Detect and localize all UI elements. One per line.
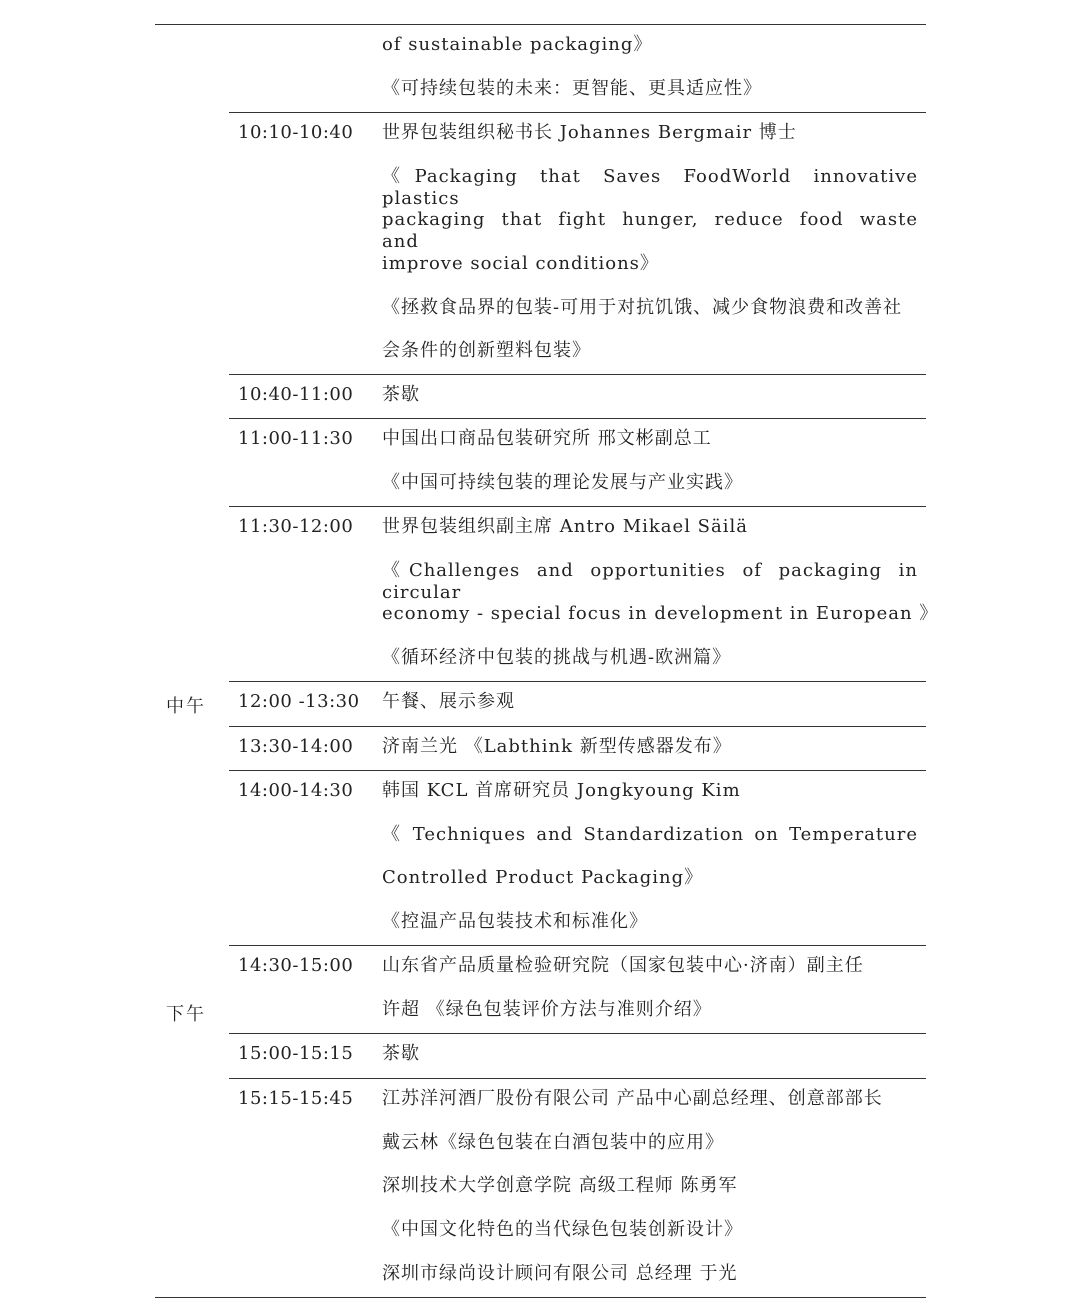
row-divider: [229, 418, 926, 419]
period-label-noon: 中午: [166, 696, 206, 717]
time-slot: 10:10-10:40: [238, 122, 354, 143]
time-slot: 11:00-11:30: [238, 428, 354, 449]
row-content: [382, 1088, 918, 1306]
row-content: [382, 34, 918, 121]
content-line: 深圳技术大学创意学院 高级工程师 陈勇军: [382, 1175, 738, 1197]
time-slot: 10:40-11:00: [238, 384, 354, 405]
time-slot: 14:30-15:00: [238, 955, 354, 976]
row-divider: [229, 506, 926, 507]
content-line: 戴云林《绿色包装在白酒包装中的应用》: [382, 1131, 724, 1153]
time-slot: 15:00-15:15: [238, 1043, 354, 1064]
content-line: 许超 《绿色包装评价方法与准则介绍》: [382, 998, 712, 1020]
time-slot: 11:30-12:00: [238, 516, 354, 537]
content-line: 《拯救食品界的包装-可用于对抗饥饿、减少食物浪费和改善社: [382, 296, 903, 318]
content-line: 中国出口商品包装研究所 邢文彬副总工: [382, 428, 712, 449]
content-line: 山东省产品质量检验研究院（国家包装中心·济南）副主任: [382, 955, 864, 976]
row-content: [382, 516, 939, 691]
content-line: Controlled Product Packaging》: [382, 867, 704, 889]
row-divider: [229, 681, 926, 682]
row-divider: [229, 770, 926, 771]
content-line: 《中国可持续包装的理论发展与产业实践》: [382, 471, 743, 493]
table-top-border: [155, 24, 926, 25]
content-line: 茶歇: [382, 384, 420, 405]
row-content: [382, 122, 918, 384]
content-line: 《控温产品包装技术和标准化》: [382, 911, 648, 933]
content-line: 江苏洋河酒厂股份有限公司 产品中心副总经理、创意部部长: [382, 1088, 883, 1109]
content-line: 《可持续包装的未来：更智能、更具适应性》: [382, 77, 762, 99]
row-content: [382, 955, 918, 1042]
content-line: 韩国 KCL 首席研究员 Jongkyoung Kim: [382, 780, 741, 801]
time-slot: 12:00 -13:30: [238, 691, 360, 712]
row-divider: [229, 726, 926, 727]
time-slot: 15:15-15:45: [238, 1088, 354, 1109]
content-line: 济南兰光 《Labthink 新型传感器发布》: [382, 736, 732, 757]
row-content: [382, 691, 918, 735]
content-line: 《循环经济中包装的挑战与机遇-欧洲篇》: [382, 647, 732, 669]
row-content: [382, 1043, 918, 1087]
row-divider: [229, 945, 926, 946]
row-divider: [229, 112, 926, 113]
table-bottom-border: [155, 1297, 926, 1298]
content-line: 《中国文化特色的当代绿色包装创新设计》: [382, 1219, 743, 1241]
content-line: 会条件的创新塑料包装》: [382, 340, 591, 362]
row-divider: [229, 1033, 926, 1034]
row-content: [382, 736, 918, 780]
time-slot: 14:00-14:30: [238, 780, 354, 801]
row-divider: [229, 374, 926, 375]
content-line: packaging that fight hunger, reduce food waste and: [382, 209, 918, 253]
row-content: [382, 780, 918, 955]
content-line: 茶歇: [382, 1043, 420, 1064]
period-label-afternoon: 下午: [166, 1004, 206, 1025]
content-line: 《Packaging that Saves FoodWorld innovative plastics: [382, 165, 918, 209]
row-content: [382, 428, 918, 515]
content-line: 《 Techniques and Standardization on Temperature: [382, 823, 918, 845]
time-slot: 13:30-14:00: [238, 736, 354, 757]
content-line: economy - special focus in development in European 》: [382, 603, 939, 625]
row-content: [382, 384, 918, 428]
content-line: 世界包装组织秘书长 Johannes Bergmair 博士: [382, 122, 797, 143]
content-line: improve social conditions》: [382, 253, 659, 275]
content-line: of sustainable packaging》: [382, 34, 653, 55]
content-line: 深圳市绿尚设计顾问有限公司 总经理 于光: [382, 1262, 738, 1284]
content-line: 世界包装组织副主席 Antro Mikael Säilä: [382, 516, 748, 537]
content-line: 《Challenges and opportunities of packaging in circular: [382, 559, 918, 603]
content-line: 午餐、展示参观: [382, 691, 515, 712]
row-divider: [229, 1078, 926, 1079]
